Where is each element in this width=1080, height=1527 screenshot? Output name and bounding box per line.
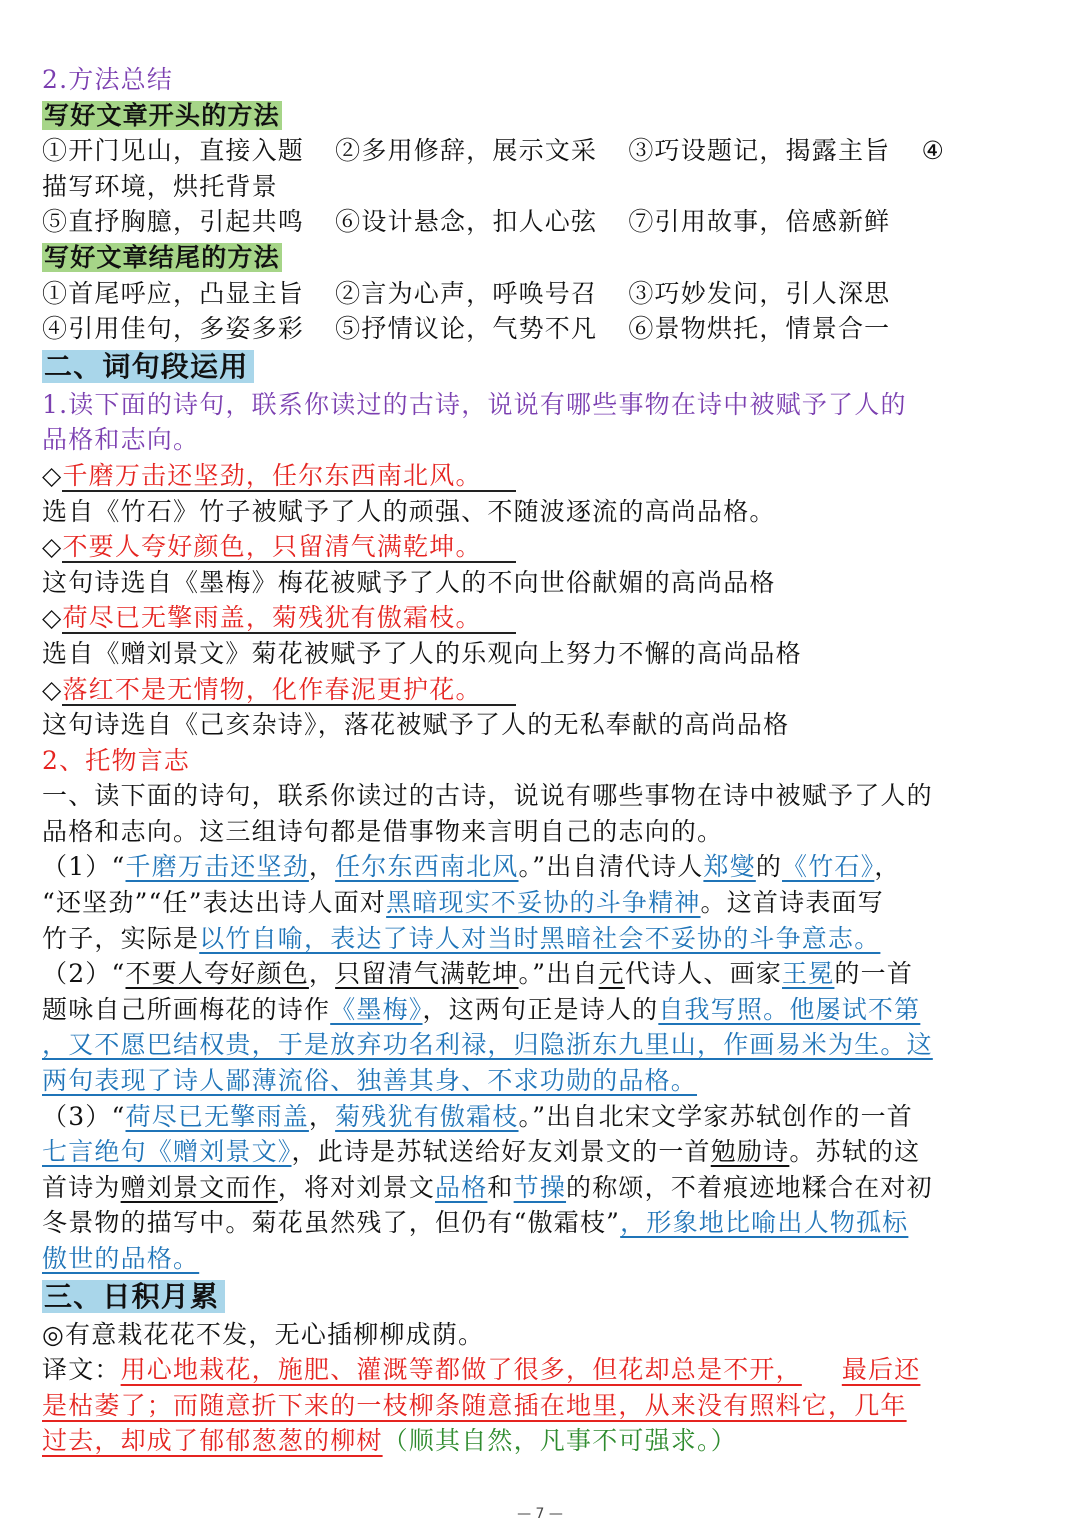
opening-item: ⑦引用故事，倍感新鲜: [628, 207, 891, 237]
poem-text: 不要人夸好颜色，只留清气满乾坤。: [62, 532, 515, 563]
ending-item: ②言为心声，呼唤号召: [335, 278, 598, 308]
ending-item: ⑥景物烘托，情景合一: [628, 314, 891, 344]
ending-item: ③巧妙发问，引人深思: [628, 278, 891, 308]
ending-item: ④引用佳句，多姿多彩: [42, 314, 305, 344]
ending-item: ①首尾呼应，凸显主旨: [42, 278, 305, 308]
diamond-bullet-icon: ◇: [42, 460, 63, 490]
poem-note: 选自《赠刘景文》菊花被赋予了人的乐观向上努力不懈的高尚品格: [42, 638, 802, 668]
p2-line-2: 题咏自己所画梅花的诗作《墨梅》，这两句正是诗人的自我写照。他屡试不第: [42, 994, 921, 1024]
translation-label: 译文：: [42, 1355, 121, 1385]
p2-line-4: 两句表现了诗人鄙薄流俗、独善其身、不求功勋的品格。: [42, 1066, 698, 1096]
translation-line-1: 译文：用心地栽花，施肥、灌溉等都做了很多，但花却总是不开， 最后还: [42, 1355, 921, 1385]
question-1-line-1: 1.读下面的诗句，联系你读过的古诗，说说有哪些事物在诗中被赋予了人的: [42, 389, 907, 419]
opening-item: ④: [921, 136, 946, 166]
intro-line-2: 品格和志向。这三组诗句都是借事物来言明自己的志向的。: [42, 816, 724, 846]
poem-note: 这句诗选自《墨梅》梅花被赋予了人的不向世俗献媚的高尚品格: [42, 567, 776, 597]
section-heading-symbolism: 2、托物言志: [42, 745, 191, 775]
opening-item: ②多用修辞，展示文采: [335, 136, 598, 166]
translation-line-2: 是枯萎了；而随意折下来的一枝柳条随意插在地里，从来没有照料它，几年: [42, 1390, 907, 1420]
question-1-line-2: 品格和志向。: [42, 425, 200, 455]
translation-line-3: 过去，却成了郁郁葱葱的柳树（顺其自然，凡事不可强求。）: [42, 1426, 737, 1456]
section-title-2: 二、词句段运用: [42, 350, 254, 383]
diamond-bullet-icon: ◇: [42, 674, 63, 704]
section-heading-method-summary: 2.方法总结: [42, 65, 174, 94]
poem-line: [42, 672, 1038, 708]
poem-text: 荷尽已无擎雨盖，菊残犹有傲霜枝。: [62, 603, 515, 634]
poem-text: 千磨万击还坚劲，任尔东西南北风。: [62, 461, 515, 492]
poem-line: [42, 600, 1038, 636]
ending-methods-line-1: [42, 276, 1038, 312]
opening-item: ③巧设题记，揭露主旨: [628, 136, 891, 166]
translation-note: （顺其自然，凡事不可强求。）: [382, 1426, 737, 1456]
p2-line-1: （2）“不要人夸好颜色，只留清气满乾坤。”出自元代诗人、画家王冕的一首: [42, 959, 914, 989]
poem-line: [42, 458, 1038, 494]
ending-item: ⑤抒情议论，气势不凡: [335, 314, 598, 344]
diamond-bullet-icon: ◇: [42, 603, 63, 633]
ending-methods-line-2: [42, 311, 1038, 347]
intro-line-1: 一、读下面的诗句，联系你读过的古诗，说说有哪些事物在诗中被赋予了人的: [42, 781, 933, 811]
opening-methods-heading: 写好文章开头的方法: [44, 100, 280, 130]
ending-methods-heading: 写好文章结尾的方法: [44, 242, 280, 272]
diamond-bullet-icon: ◇: [42, 532, 63, 562]
opening-methods-line-2: 描写环境，烘托背景: [42, 171, 278, 201]
p1-line-2: “还坚劲”“任”表达出诗人面对黑暗现实不妥协的斗争精神。这首诗表面写: [42, 888, 884, 918]
poem-note: 这句诗选自《己亥杂诗》，落花被赋予了人的无私奉献的高尚品格: [42, 710, 790, 740]
opening-methods-line-1: [42, 133, 1038, 169]
p3-line-4: 冬景物的描写中。菊花虽然残了，但仍有“傲霜枝”，形象地比喻出人物孤标: [42, 1208, 909, 1238]
p3-line-1: （3）“荷尽已无擎雨盖，菊残犹有傲霜枝。”出自北宋文学家苏轼创作的一首: [42, 1101, 913, 1131]
page-number: — 7 —: [517, 1506, 563, 1522]
p2-line-3: ，又不愿巴结权贵，于是放弃功名利禄，归隐浙东九里山，作画易米为生。这: [42, 1030, 933, 1060]
opening-methods-line-3: [42, 204, 1038, 240]
p1-line-1: （1）“千磨万击还坚劲，任尔东西南北风。”出自清代诗人郑燮的《竹石》，: [42, 852, 901, 882]
p3-line-3: 首诗为赠刘景文而作，将对刘景文品格和节操的称颂，不着痕迹地糅合在对初: [42, 1172, 933, 1202]
opening-item: ⑥设计悬念，扣人心弦: [335, 207, 598, 237]
section-title-3: 三、日积月累: [42, 1280, 225, 1313]
poem-text: 落红不是无情物，化作春泥更护花。: [62, 675, 515, 706]
opening-item: ⑤直抒胸臆，引起共鸣: [42, 207, 305, 237]
proverb: ◎有意栽花花不发，无心插柳柳成荫。: [42, 1319, 485, 1349]
poem-line: [42, 529, 1038, 565]
p1-line-3: 竹子，实际是以竹自喻，表达了诗人对当时黑暗社会不妥协的斗争意志。: [42, 923, 881, 953]
opening-item: ①开门见山，直接入题: [42, 136, 305, 166]
p3-line-2: 七言绝句《赠刘景文》，此诗是苏轼送给好友刘景文的一首勉励诗。苏轼的这: [42, 1137, 921, 1167]
p3-line-5: 傲世的品格。: [42, 1244, 200, 1273]
poem-note: 选自《竹石》竹子被赋予了人的顽强、不随波逐流的高尚品格。: [42, 496, 776, 526]
